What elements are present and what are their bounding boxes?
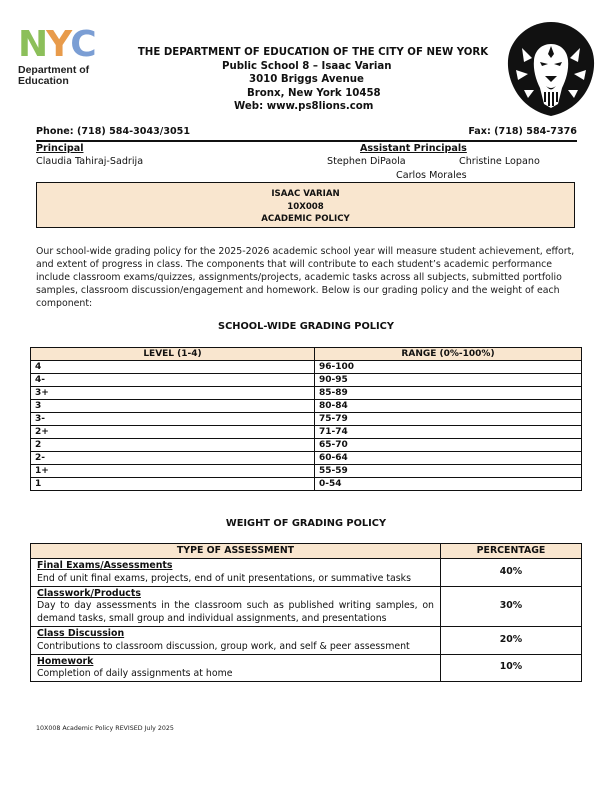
assessment-name: Class Discussion xyxy=(37,627,125,639)
table-row xyxy=(31,465,582,478)
range-cell: 60-64 xyxy=(315,452,582,465)
letterhead-street: 3010 Briggs Avenue xyxy=(249,74,364,85)
table-row xyxy=(31,400,582,413)
lion-head-icon xyxy=(502,18,600,118)
range-cell: 55-59 xyxy=(315,465,582,478)
percentage-cell: 20% xyxy=(441,626,582,654)
weight-policy-heading: WEIGHT OF GRADING POLICY xyxy=(225,518,387,529)
level-cell: 2+ xyxy=(31,426,315,439)
nyc-doe-logo xyxy=(18,24,113,88)
assistant-principal-name: Stephen DiPaola xyxy=(327,156,406,167)
table-row xyxy=(31,413,582,426)
percentage-cell: 40% xyxy=(441,559,582,587)
contact-bar xyxy=(36,126,577,142)
range-cell: 80-84 xyxy=(315,400,582,413)
percentage-cell: 30% xyxy=(441,586,582,626)
level-cell: 4- xyxy=(31,374,315,387)
table-header-row xyxy=(31,348,582,361)
table-row xyxy=(31,559,582,587)
letterhead-city: Bronx, New York 10458 xyxy=(247,87,381,99)
assessment-cell xyxy=(31,559,441,587)
staff-section xyxy=(36,142,577,181)
letterhead-department: THE DEPARTMENT OF EDUCATION OF THE CITY OF NEW YORK xyxy=(137,47,489,58)
column-header-level: LEVEL (1-4) xyxy=(31,348,315,361)
percentage-cell: 10% xyxy=(441,654,582,682)
range-cell: 75-79 xyxy=(315,413,582,426)
principal-name: Claudia Tahiraj-Sadrija xyxy=(36,156,144,167)
principal-label: Principal xyxy=(36,143,84,154)
doe-wordmark xyxy=(18,65,113,87)
letterhead xyxy=(120,46,500,114)
logo-letter-n: N xyxy=(18,24,47,65)
assessment-description: Contributions to classroom discussion, group work, and self & peer assessment xyxy=(37,640,410,652)
policy-title-box xyxy=(36,182,575,228)
fax-number: Fax: (718) 584-7376 xyxy=(468,126,577,137)
level-cell: 4 xyxy=(31,361,315,374)
assessment-name: Final Exams/Assessments xyxy=(37,560,173,571)
table-row xyxy=(31,361,582,374)
logo-letter-y: Y xyxy=(46,24,71,65)
level-cell: 3- xyxy=(31,413,315,426)
doe-line1: Department of xyxy=(18,64,90,76)
logo-letter-c: C xyxy=(70,24,95,65)
assessment-cell xyxy=(31,586,441,626)
grading-policy-heading: SCHOOL-WIDE GRADING POLICY xyxy=(218,321,394,332)
school-name: ISAAC VARIAN xyxy=(271,189,340,199)
table-row xyxy=(31,626,582,654)
range-cell: 96-100 xyxy=(315,361,582,374)
column-header-percentage: PERCENTAGE xyxy=(441,544,582,559)
level-cell: 2 xyxy=(31,439,315,452)
assistant-principal-name: Christine Lopano xyxy=(459,156,540,167)
weight-policy-table xyxy=(30,543,582,682)
grading-policy-table xyxy=(30,347,582,491)
assessment-name: Classwork/Products xyxy=(37,587,141,599)
table-row xyxy=(31,387,582,400)
assessment-cell xyxy=(31,654,441,682)
table-row xyxy=(31,586,582,626)
level-cell: 3 xyxy=(31,400,315,413)
letterhead-school: Public School 8 – Isaac Varian xyxy=(222,60,392,72)
assessment-description: Day to day assessments in the classroom such as published writing samples, on demand tasks, small group and individual assignments, and presentations xyxy=(37,600,434,625)
level-cell: 2- xyxy=(31,452,315,465)
assistant-principal-name: Carlos Morales xyxy=(396,170,467,181)
table-row xyxy=(31,439,582,452)
table-row xyxy=(31,654,582,682)
assessment-cell xyxy=(31,626,441,654)
level-cell: 1+ xyxy=(31,465,315,478)
footer-revision-note: 10X008 Academic Policy REVISED July 2025 xyxy=(36,725,174,732)
assessment-name: Homework xyxy=(37,655,94,667)
school-code: 10X008 xyxy=(287,201,324,212)
level-cell: 1 xyxy=(31,478,315,491)
nyc-letters xyxy=(18,24,113,65)
letterhead-web: Web: www.ps8lions.com xyxy=(234,101,374,112)
table-row xyxy=(31,478,582,491)
range-cell: 65-70 xyxy=(315,439,582,452)
table-row xyxy=(31,374,582,387)
assessment-description: End of unit final exams, projects, end of unit presentations, or summative tasks xyxy=(37,572,411,584)
table-header-row xyxy=(31,544,582,559)
table-row xyxy=(31,452,582,465)
doe-line2: Education xyxy=(18,75,69,87)
table-row xyxy=(31,426,582,439)
range-cell: 85-89 xyxy=(315,387,582,400)
range-cell: 0-54 xyxy=(315,478,582,491)
range-cell: 90-95 xyxy=(315,374,582,387)
policy-title: ACADEMIC POLICY xyxy=(261,214,350,224)
assistant-principals-label: Assistant Principals xyxy=(360,143,467,154)
range-cell: 71-74 xyxy=(315,426,582,439)
phone-number: Phone: (718) 584-3043/3051 xyxy=(36,126,191,137)
intro-paragraph: Our school-wide grading policy for the 2025-2026 academic school year will measure student achievement, effort, and extent of progress in class. The components that will contribute to each student’s academic performance include classroom exams/quizzes, assignments/projects, academic tasks across all subjects, submitted portfolio samples, classroom discussion/engagement and homework. Below is our grading policy and the weight of each component: xyxy=(36,246,575,309)
column-header-assessment: TYPE OF ASSESSMENT xyxy=(31,544,441,559)
column-header-range: RANGE (0%-100%) xyxy=(315,348,582,361)
assessment-description: Completion of daily assignments at home xyxy=(37,668,233,680)
level-cell: 3+ xyxy=(31,387,315,400)
